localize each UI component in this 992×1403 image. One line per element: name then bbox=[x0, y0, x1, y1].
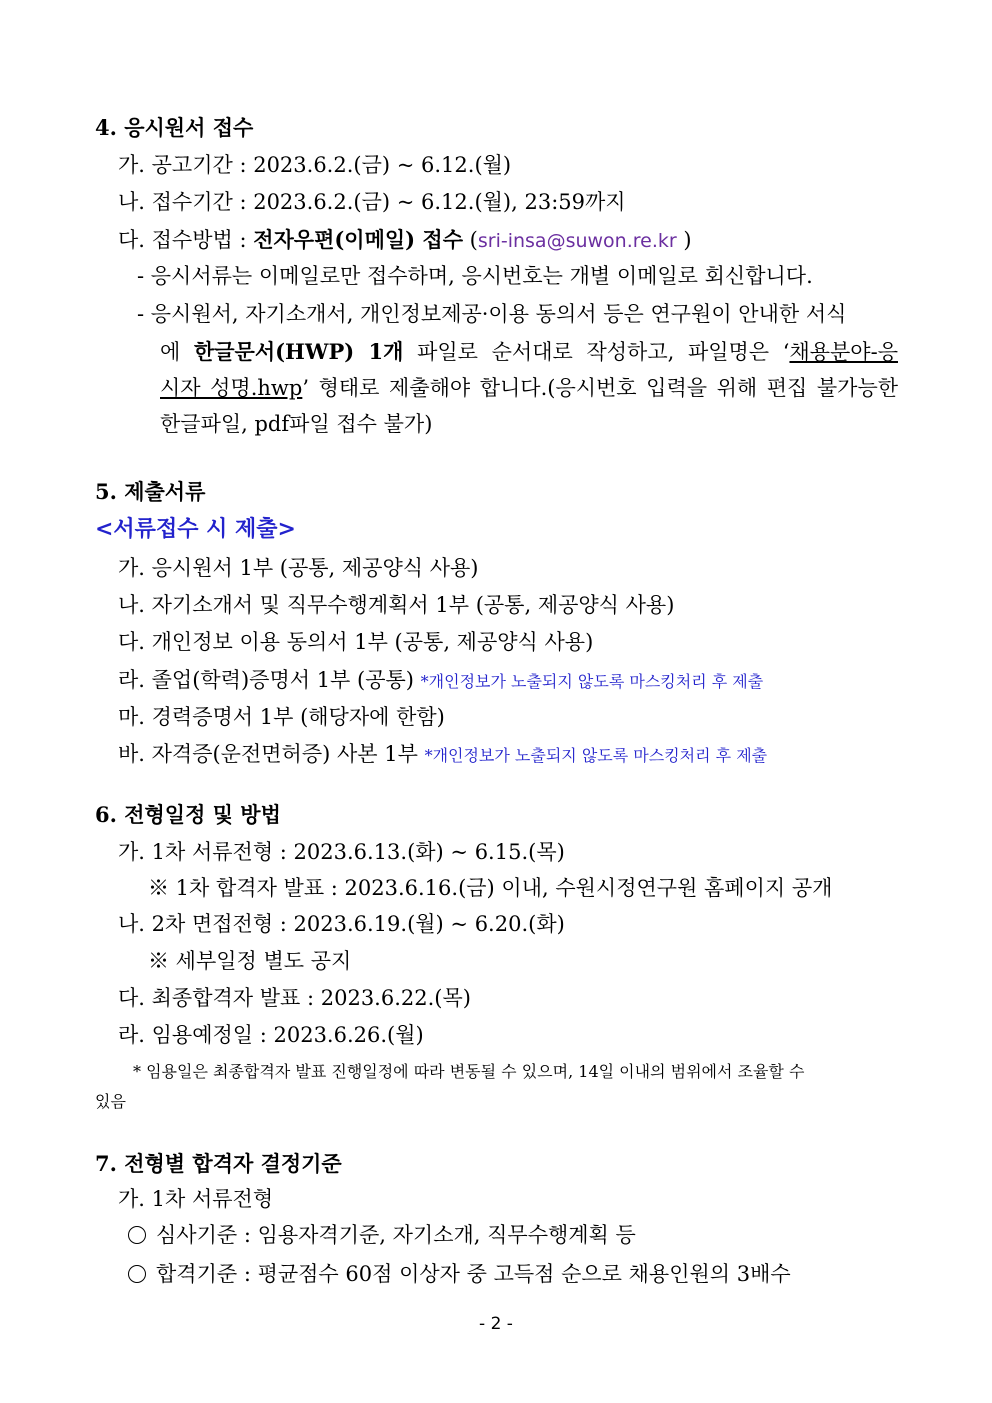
s5-subtitle: <서류접수 시 제출> bbox=[95, 516, 296, 542]
s7-criteria-1 bbox=[128, 1221, 636, 1249]
s6-footnote-line-2: 있음 bbox=[95, 1092, 126, 1111]
s5-item-d bbox=[118, 666, 763, 696]
s5-item-a: 가. 응시원서 1부 (공통, 제공양식 사용) bbox=[118, 556, 479, 580]
section-5-title: 5. 제출서류 bbox=[95, 479, 206, 504]
s7-item-a: 가. 1차 서류전형 bbox=[118, 1187, 274, 1211]
email-link[interactable]: sri-insa@suwon.re.kr bbox=[477, 230, 677, 252]
section-7-title: 7. 전형별 합격자 결정기준 bbox=[95, 1151, 342, 1176]
s6-footnote-line-1: * 임용일은 최종합격자 발표 진행일정에 따라 변동될 수 있으며, 14일 이내의 범위에서 조율할 수 bbox=[133, 1062, 805, 1081]
s4-item-a: 가. 공고기간 : 2023.6.2.(금) ~ 6.12.(월) bbox=[118, 153, 512, 177]
s4-c-open: ( bbox=[462, 228, 478, 252]
s4-item-c bbox=[118, 226, 692, 255]
s6-item-d: 라. 임용예정일 : 2023.6.26.(월) bbox=[118, 1023, 424, 1047]
s4-l3-underline: 시자 성명.hwp bbox=[160, 376, 303, 400]
s4-bullet-2-line-2 bbox=[160, 338, 898, 366]
s4-l2-underline: 채용분야-응 bbox=[789, 340, 898, 364]
s4-bullet-2-line-3 bbox=[160, 374, 898, 402]
s4-l3-b: ’ 형태로 제출해야 합니다.(응시번호 입력을 위해 편집 불가능한 bbox=[302, 376, 899, 400]
s4-item-b: 나. 접수기간 : 2023.6.2.(금) ~ 6.12.(월), 23:59까지 bbox=[118, 190, 626, 214]
s5-item-b: 나. 자기소개서 및 직무수행계획서 1부 (공통, 제공양식 사용) bbox=[118, 593, 675, 617]
s4-l2-bold: 한글문서(HWP) 1개 bbox=[193, 339, 404, 364]
s4-bullet-2-line-4: 한글파일, pdf파일 접수 불가) bbox=[160, 412, 433, 436]
s5-item-f-text: 바. 자격증(운전면허증) 사본 1부 bbox=[118, 742, 425, 766]
circle-bullet-icon bbox=[128, 1226, 146, 1244]
section-4-title: 4. 응시원서 접수 bbox=[95, 115, 254, 140]
s6-item-a-note: ※ 1차 합격자 발표 : 2023.6.16.(금) 이내, 수원시정연구원 홈페이지 공개 bbox=[148, 876, 833, 900]
s5-item-e: 마. 경력증명서 1부 (해당자에 한함) bbox=[118, 705, 445, 729]
s4-bullet-1: - 응시서류는 이메일로만 접수하며, 응시번호는 개별 이메일로 회신합니다. bbox=[137, 264, 813, 288]
s7-criteria-1-text: 심사기준 : 임용자격기준, 자기소개, 직무수행계획 등 bbox=[156, 1223, 636, 1247]
circle-bullet-icon bbox=[128, 1265, 146, 1283]
s4-bullet-2-line-1: - 응시원서, 자기소개서, 개인정보제공·이용 동의서 등은 연구원이 안내한 서식 bbox=[137, 302, 847, 326]
s5-item-d-text: 라. 졸업(학력)증명서 1부 (공통) bbox=[118, 668, 421, 692]
section-6-title: 6. 전형일정 및 방법 bbox=[95, 802, 281, 827]
s6-item-c: 다. 최종합격자 발표 : 2023.6.22.(목) bbox=[118, 986, 471, 1010]
s6-item-a: 가. 1차 서류전형 : 2023.6.13.(화) ~ 6.15.(목) bbox=[118, 840, 565, 864]
s5-masking-note: *개인정보가 노출되지 않도록 마스킹처리 후 제출 bbox=[420, 672, 764, 691]
s4-c-prefix: 다. 접수방법 : bbox=[118, 228, 254, 252]
s4-l2-a: 에 bbox=[160, 340, 194, 364]
s4-c-close: ) bbox=[676, 228, 692, 252]
s4-c-bold: 전자우편(이메일) 접수 bbox=[253, 227, 463, 252]
s5-masking-note-2: *개인정보가 노출되지 않도록 마스킹처리 후 제출 bbox=[424, 746, 768, 765]
s6-item-b-note: ※ 세부일정 별도 공지 bbox=[148, 949, 352, 973]
page-number: - 2 - bbox=[479, 1314, 513, 1334]
s7-criteria-2 bbox=[128, 1260, 791, 1288]
s7-criteria-2-text: 합격기준 : 평균점수 60점 이상자 중 고득점 순으로 채용인원의 3배수 bbox=[156, 1262, 791, 1286]
s6-item-b: 나. 2차 면접전형 : 2023.6.19.(월) ~ 6.20.(화) bbox=[118, 912, 565, 936]
s5-item-c: 다. 개인정보 이용 동의서 1부 (공통, 제공양식 사용) bbox=[118, 630, 594, 654]
s5-item-f bbox=[118, 740, 767, 770]
s4-l2-b: 파일로 순서대로 작성하고, 파일명은 ‘ bbox=[403, 340, 790, 364]
